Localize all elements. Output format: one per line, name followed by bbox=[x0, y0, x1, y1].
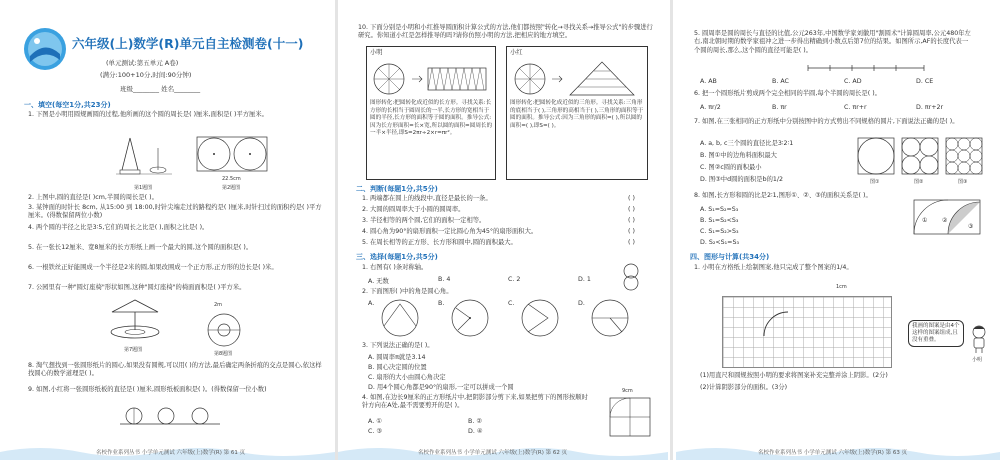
speech-bubble: 我画的图案是由4个这样的图案组成,且没有重叠。 bbox=[908, 320, 964, 347]
svg-text:①: ① bbox=[922, 217, 928, 224]
question-6: 6. 一根铁丝正好能围成一个半径是2米的圆,如果改围成一个正方形,正方形的边长是( )米。 bbox=[28, 264, 278, 271]
choice-2-option-c[interactable]: C. bbox=[508, 300, 515, 307]
rolling-disc-figure bbox=[120, 402, 220, 428]
exam-page-3 bbox=[676, 0, 1000, 460]
choice-6-option-b[interactable]: B. πr bbox=[772, 104, 787, 111]
drawing-question-1b: (2)计算阴影部分的面积。(3分) bbox=[700, 384, 788, 391]
judge-1: 1. 两端都在圆上的线段中,直径是最长的一条。 bbox=[362, 195, 492, 202]
unit-badge-icon bbox=[22, 26, 68, 72]
choice-4-option-a[interactable]: A. ① bbox=[368, 418, 382, 425]
choice-2-option-b[interactable]: B. bbox=[438, 300, 445, 307]
question-5: 5. 在一张长12厘米、宽8厘米的长方形纸上画一个最大的圆,这个圆的面积是( )。 bbox=[28, 244, 253, 251]
judge-3-answer[interactable]: ( ) bbox=[628, 217, 635, 224]
page-fold-2 bbox=[670, 0, 673, 460]
question-8: 8. 淘气想找到一张圆形纸片的圆心,如果没有圆规,可以用( )的方法,最后确定两条折痕的交点是圆心,依这样找圆心的数学道理是( )。 bbox=[28, 362, 322, 378]
svg-text:②: ② bbox=[942, 217, 948, 224]
choice-1-option-a[interactable]: A. 无数 bbox=[368, 278, 389, 285]
choice-6-option-a[interactable]: A. πr/2 bbox=[700, 104, 721, 111]
choice-3: 3. 下列说法正确的是( )。 bbox=[362, 342, 434, 349]
svg-text:③: ③ bbox=[968, 223, 974, 230]
boy-avatar-icon bbox=[968, 324, 990, 354]
page-title: 六年级(上)数学(R)单元自主检测卷(十一) bbox=[72, 36, 304, 51]
section-judge: 二、判断(每题1分,共5分) bbox=[356, 185, 438, 193]
choice-5-option-d[interactable]: D. CE bbox=[916, 78, 934, 85]
choice-2-option-d[interactable]: D. bbox=[578, 300, 585, 307]
choice-8-option-c[interactable]: C. S₁=S₂>S₃ bbox=[700, 228, 739, 235]
score-line: (满分:100+10分,时间:90分钟) bbox=[100, 71, 192, 79]
compass-drawing-figure bbox=[116, 130, 172, 180]
judge-2: 2. 大圆的圆周率大于小圆的圆周率。 bbox=[362, 206, 465, 213]
choice-8-option-a[interactable]: A. S₁=S₂=S₃ bbox=[700, 206, 739, 213]
choice-3-option-c[interactable]: C. 扇形的大小由圆心角决定 bbox=[368, 374, 446, 381]
choice-2-option-a[interactable]: A. bbox=[368, 300, 375, 307]
question-4: 4. 两个圆的半径之比是3∶5,它们的周长之比是( ),面积之比是( )。 bbox=[28, 224, 209, 231]
measure-2m: 2m bbox=[214, 302, 223, 308]
exam-page-1 bbox=[0, 0, 335, 460]
quarter-pattern-figure bbox=[762, 308, 802, 338]
choice-4-option-c[interactable]: C. ③ bbox=[368, 428, 383, 435]
judge-3: 3. 半径相等的两个圆,它们的面积一定相等。 bbox=[362, 217, 486, 224]
drawing-question-1a: (1)用直尺和圆规按照小明的要求将图案补充完整并涂上阴影。(2分) bbox=[700, 372, 888, 379]
question-1: 1. 下图是小明用圆规画圆的过程,他所画的这个圆的周长是( )厘米,面积是( )平方厘米。 bbox=[28, 111, 268, 118]
page-footer-1: 名校作业系列丛书 小学单元测试 六年级(上)数学(R) 第 61 页 bbox=[96, 450, 246, 456]
choice-5-option-a[interactable]: A. AB bbox=[700, 78, 717, 85]
judge-4-answer[interactable]: ( ) bbox=[628, 228, 635, 235]
test-subtitle: (单元测试:第五单元 A卷) bbox=[106, 59, 179, 67]
square-grid-paper[interactable] bbox=[722, 296, 892, 368]
judge-1-answer[interactable]: ( ) bbox=[628, 195, 635, 202]
section-fill-in: 一、填空(每空1分,共23分) bbox=[24, 101, 111, 109]
choice-8-option-d[interactable]: D. S₂<S₁=S₃ bbox=[700, 239, 739, 246]
choice-8: 8. 如图,长方形和圆的比是2∶1,图形①、②、③的面积关系是( )。 bbox=[694, 192, 872, 199]
question-9: 9. 如图,小红将一张圆形纸板的直径是( )厘米,圆形纸板面积是( )。(得数保留一位小数) bbox=[28, 386, 267, 393]
choice-1: 1. 右图有( )条对称轴。 bbox=[362, 264, 428, 271]
question-10: 10. 下面分别是小明和小红推导圆面积计算公式的方法,他们都按照"转化→寻找关系→推导公式"的步骤进行研究。你知道小红是怎样推导的吗?请你仿照小明的方法,把相应的地方填空。 bbox=[358, 24, 653, 40]
choice-6: 6. 把一个圆形纸片剪成两个完全相同的半圆,每个半圆的周长是( )。 bbox=[694, 90, 881, 97]
drawing-question-1: 1. 小明在方格纸上绘制图案,他只完成了整个图案的1/4。 bbox=[694, 264, 853, 271]
boy-label: 小明 bbox=[972, 357, 983, 363]
page-footer-3: 名校作业系列丛书 小学单元测试 六年级(上)数学(R) 第 63 页 bbox=[758, 450, 908, 456]
choice-6-option-c[interactable]: C. πr+r bbox=[844, 104, 867, 111]
choice-1-option-b[interactable]: B. 4 bbox=[438, 276, 451, 283]
choice-5-option-b[interactable]: B. AC bbox=[772, 78, 789, 85]
xiaohong-label: 小红 bbox=[510, 49, 523, 56]
figure-caption-1: 第1题图 bbox=[134, 185, 153, 191]
section-figure-calc: 四、图形与计算(共34分) bbox=[690, 253, 770, 261]
rectangle-arc-figure bbox=[912, 198, 982, 238]
question-2: 2. 上图中,圆的直径是( )cm,半圆的周长是( )。 bbox=[28, 194, 158, 201]
measure-9cm: 9cm bbox=[622, 388, 633, 394]
two-circles-figure bbox=[196, 136, 268, 176]
measure-22-5cm: 22.5cm bbox=[222, 176, 241, 182]
choice-7-option-c[interactable]: C. 图②c圆的面积最小 bbox=[700, 164, 762, 171]
choice-7: 7. 如图,在三张相同的正方形纸中分别按图中的方式剪出不同规格的圆片,下面说法正确的是( )。 bbox=[694, 118, 959, 125]
choice-4-option-b[interactable]: B. ② bbox=[468, 418, 482, 425]
choice-7-option-a[interactable]: A. a, b, c三个圆的直径比是3∶2∶1 bbox=[700, 140, 794, 147]
circle-to-rectangle-figure bbox=[372, 62, 490, 96]
question-7: 7. 公园里有一种"圆灯座椅"形状如图,这种"圆灯座椅"的椅面面积是( )平方米。 bbox=[28, 284, 246, 291]
judge-2-answer[interactable]: ( ) bbox=[628, 206, 635, 213]
name-line: 班级________ 姓名________ bbox=[120, 85, 201, 93]
choice-5-option-c[interactable]: C. AD bbox=[844, 78, 862, 85]
choice-6-option-d[interactable]: D. πr+2r bbox=[916, 104, 944, 111]
choice-7-option-b[interactable]: B. 图①中的边角料面积最大 bbox=[700, 152, 777, 159]
three-squares-circles-figure bbox=[856, 136, 986, 176]
judge-5-answer[interactable]: ( ) bbox=[628, 239, 635, 246]
choice-2: 2. 下面图形( )中的角是圆心角。 bbox=[362, 288, 453, 295]
circle-to-triangle-figure bbox=[512, 60, 642, 98]
choice-3-option-d[interactable]: D. 用4个圆心角都是90°的扇形,一定可以拼成一个圆 bbox=[368, 384, 514, 391]
central-angle-options-figure bbox=[378, 296, 648, 340]
figure-caption-8: 第8题图 bbox=[214, 351, 233, 357]
seat-plan-figure bbox=[200, 312, 248, 348]
exam-page-2 bbox=[338, 0, 668, 460]
choice-5: 5. 圆周率是圆的周长与直径的比值,公元263年,中国数学家刘徽用"割圆术"计算圆周率,公元480年左右,南北朝时期的数学家祖冲之进一步得出精确到小数点后第7位的结果。如图所示,AF的长度代表一个圆的周长,那么,这个圆的直径可能是( )。 bbox=[694, 30, 971, 54]
double-circle-figure bbox=[616, 262, 646, 292]
choice-3-option-b[interactable]: B. 圆心决定圆的位置 bbox=[368, 364, 427, 371]
judge-5: 5. 在周长相等的正方形、长方形和圆中,圆的面积最大。 bbox=[362, 239, 517, 246]
judge-4: 4. 圆心角为90°的扇形面积一定比圆心角为45°的扇形面积大。 bbox=[362, 228, 538, 235]
figure-caption-c7-2: 图② bbox=[914, 179, 924, 185]
figure-caption-c7-3: 图③ bbox=[958, 179, 968, 185]
square-sector-figure bbox=[606, 392, 654, 438]
choice-1-option-c[interactable]: C. 2 bbox=[508, 276, 521, 283]
section-choice: 三、选择(每题1分,共5分) bbox=[356, 253, 438, 261]
figure-caption-7: 第7题图 bbox=[124, 347, 143, 353]
xiaoming-text: 图形转化:把圆转化成近似的长方形。寻找关系:长方形的长相当于圆周长的一半,长方形的宽相当于圆的半径,长方形的面积等于圆的面积。推导公式:因为长方形面积=长×宽,所以圆的面积=圆周长的一半×半径,即S=2πr÷2×r=πr²。 bbox=[370, 100, 493, 137]
xiaohong-text: 图形转化:把圆转化成近似的三角形。寻找关系:三角形的底相当于( ),三角形的高相当于( ),三角形的面积等于圆的面积。推导公式:因为三角形的面积=( ),所以圆的面积=( ),即S=( )。 bbox=[510, 100, 644, 129]
choice-4-option-d[interactable]: D. ④ bbox=[468, 428, 483, 435]
figure-caption-c7-1: 图① bbox=[870, 179, 880, 185]
page-footer-2: 名校作业系列丛书 小学单元测试 六年级(上)数学(R) 第 62 页 bbox=[418, 450, 568, 456]
choice-7-option-d[interactable]: D. 图③中d圆的面积是b的1/2 bbox=[700, 176, 784, 183]
segment-af-figure bbox=[806, 60, 926, 76]
choice-4: 4. 如图,在边长9厘米的正方形纸片中,把阴影部分剪下来,如果把剪下的图形按顺时针方向在A处,最不需要剪开的是( )。 bbox=[362, 394, 588, 410]
choice-3-option-a[interactable]: A. 圆周率π就是3.14 bbox=[368, 354, 426, 361]
choice-1-option-d[interactable]: D. 1 bbox=[578, 276, 591, 283]
choice-8-option-b[interactable]: B. S₁=S₂<S₃ bbox=[700, 217, 739, 224]
figure-caption-2: 第2题图 bbox=[222, 185, 241, 191]
lamp-seat-figure bbox=[100, 298, 170, 344]
grid-unit-1cm: 1cm bbox=[836, 284, 847, 290]
question-3: 3. 某钟面的时针长 8cm, 从15:00 到 18:00,时针尖端走过的路程约是( )厘米,时针扫过的面积约是( )平方厘米。(得数保留两位小数) bbox=[28, 204, 322, 220]
xiaoming-label: 小明 bbox=[370, 49, 383, 56]
